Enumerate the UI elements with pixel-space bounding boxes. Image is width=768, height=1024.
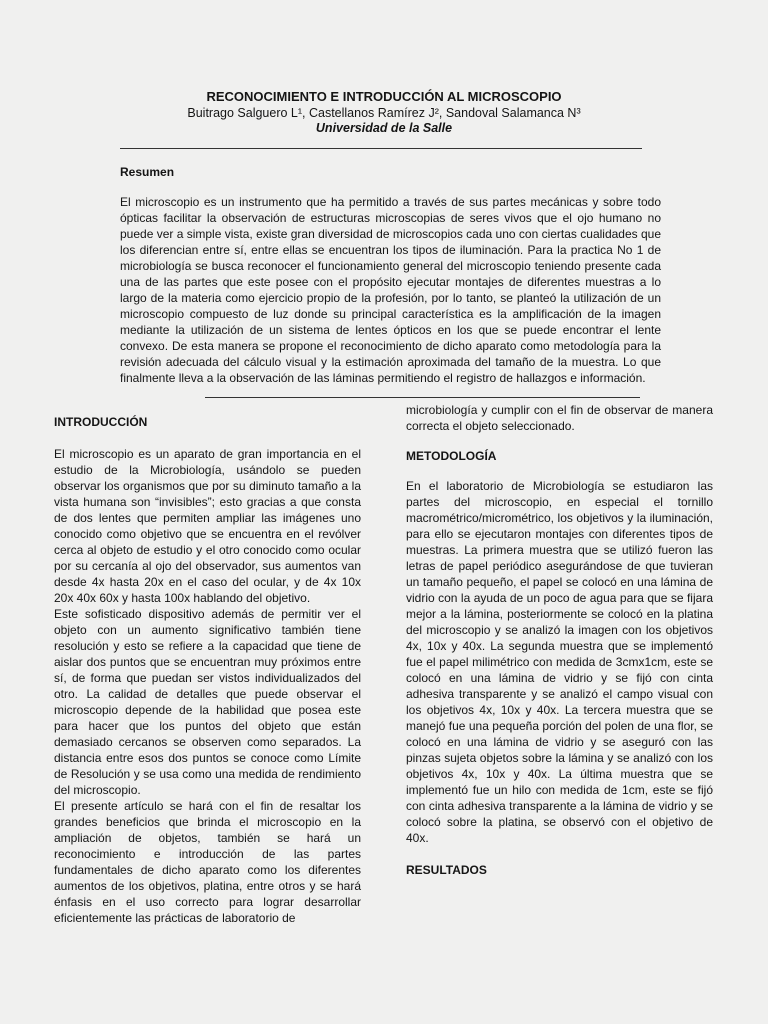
paper-title: RECONOCIMIENTO E INTRODUCCIÓN AL MICROSCOPIO: [206, 89, 562, 104]
resultados-heading: RESULTADOS: [406, 863, 487, 877]
right-column: [406, 402, 713, 878]
introduccion-paragraph-1: El microscopio es un aparato de gran importancia en el estudio de la Microbiología, usándolo se pueden observar los organismos que por su diminuto tamaño a la vista humana son “invisibles”; esto gracias a que consta de dos lentes que permiten ampliar las imágenes uno conocido como objetivo que se encuentra en el revólver cerca al objeto de estudio y el otro conocido como ocular por su cercanía al ojo del observador, sus aumentos van desde 4x hasta 20x en el caso del ocular, y de 4x 10x 20x 40x 60x y hasta 100x hablando del objetivo.: [54, 447, 361, 605]
abstract-divider: [205, 397, 640, 398]
abstract-text: El microscopio es un instrumento que ha permitido a través de sus partes mecánicas y sobre todo ópticas facilitar la observación de estructuras microscopias de seres vivos que el ojo humano no puede ver a simple vista, existe gran diversidad de microscopios cada uno con ciertas cualidades que los diferencian entre sí, entre ellas se encuentran los tipos de iluminación. Para la practica No 1 de microbiología se busca reconocer el funcionamiento general del microscopio teniendo presente cada una de las partes que este posee con el propósito ejecutar montajes de diferentes muestras a lo largo de la materia como ejercicio propio de la profesión, por lo tanto, se planteó la utilización de un microscopio compuesto de luz donde su principal característica es la amplificación de la imagen mediante la utilización de un sistema de lentes ópticos en los que se puede encontrar el lente convexo. De esta manera se propone el reconocimiento de dicho aparato como metodología para la revisión adecuada del cálculo visual y la estimación aproximada del tamaño de la muestra. Lo que finalmente lleva a la observación de las láminas permitiendo el registro de hallazgos e información.: [120, 195, 661, 385]
introduccion-paragraph-3: El presente artículo se hará con el fin de resaltar los grandes beneficios que brinda el microscopio en la ampliación de objetos, también se hará un reconocimiento e introducción de las partes fundamentales de dicho aparato como los diferentes aumentos de los objetivos, platina, entre otros y se hará énfasis en el uso correcto para lograr desarrollar eficientemente las prácticas de laboratorio de: [54, 799, 361, 925]
paper-authors: Buitrago Salguero L¹, Castellanos Ramírez J², Sandoval Salamanca N³: [187, 106, 581, 120]
introduccion-continuation: microbiología y cumplir con el fin de observar de manera correcta el objeto seleccionado.: [406, 403, 713, 433]
left-column: [54, 414, 361, 926]
header-divider: [120, 148, 642, 149]
introduccion-heading: INTRODUCCIÓN: [54, 415, 148, 429]
introduccion-paragraph-2: Este sofisticado dispositivo además de permitir ver el objeto con un aumento significativo también tiene resolución y esto se refiere a la capacidad que tiene de aislar dos puntos que se encuentran muy próximos entre sí, de forma que puedan ser vistos individualizados del otro. La calidad de detalles que puede observar el microscopio depende de la habilidad que posea este para hacer que los puntos del objeto que están demasiado cercanos se observen como separados. La distancia entre esos dos puntos se conoce como Límite de Resolución y se usa como una medida de rendimiento del microscopio.: [54, 607, 361, 797]
abstract-heading: Resumen: [120, 165, 175, 179]
paper-affiliation: Universidad de la Salle: [315, 121, 453, 135]
metodologia-paragraph: En el laboratorio de Microbiología se estudiaron las partes del microscopio, en especial el tornillo macrométrico/micrométrico, los objetivos y la iluminación, para ello se ejecutaron montajes con diferentes tipos de muestras. La primera muestra que se utilizó fueron las letras de papel periódico asegurándose de que tuvieran un tamaño pequeño, el papel se colocó en una lámina de vidrio con la ayuda de un poco de agua para que se fijara mejor a la lámina, posteriormente se colocó en la platina del microscopio y se analizó la imagen con los objetivos 4x, 10x y 40x. La segunda muestra que se implementó fue el papel milimétrico con medida de 3cmx1cm, este se colocó en una lámina de vidrio y se fijó con cinta adhesiva transparente y se analizó el campo visual con los objetivos 4x, 10x y 40x. La tercera muestra que se manejó fue una pequeña porción del polen de una flor, se colocó en una lámina de vidrio y se aseguró con las pinzas sujeta objetos sobre la lámina y se analizó con los objetivos 4x, 10x y 40x. La última muestra que se implementó fue un hilo con medida de 1cm, este se fijó con cinta adhesiva transparente a la lámina de vidrio y se colocó sobre la platina, se observó con el objetivo de 40x.: [406, 479, 713, 845]
metodologia-heading: METODOLOGÍA: [406, 449, 497, 463]
